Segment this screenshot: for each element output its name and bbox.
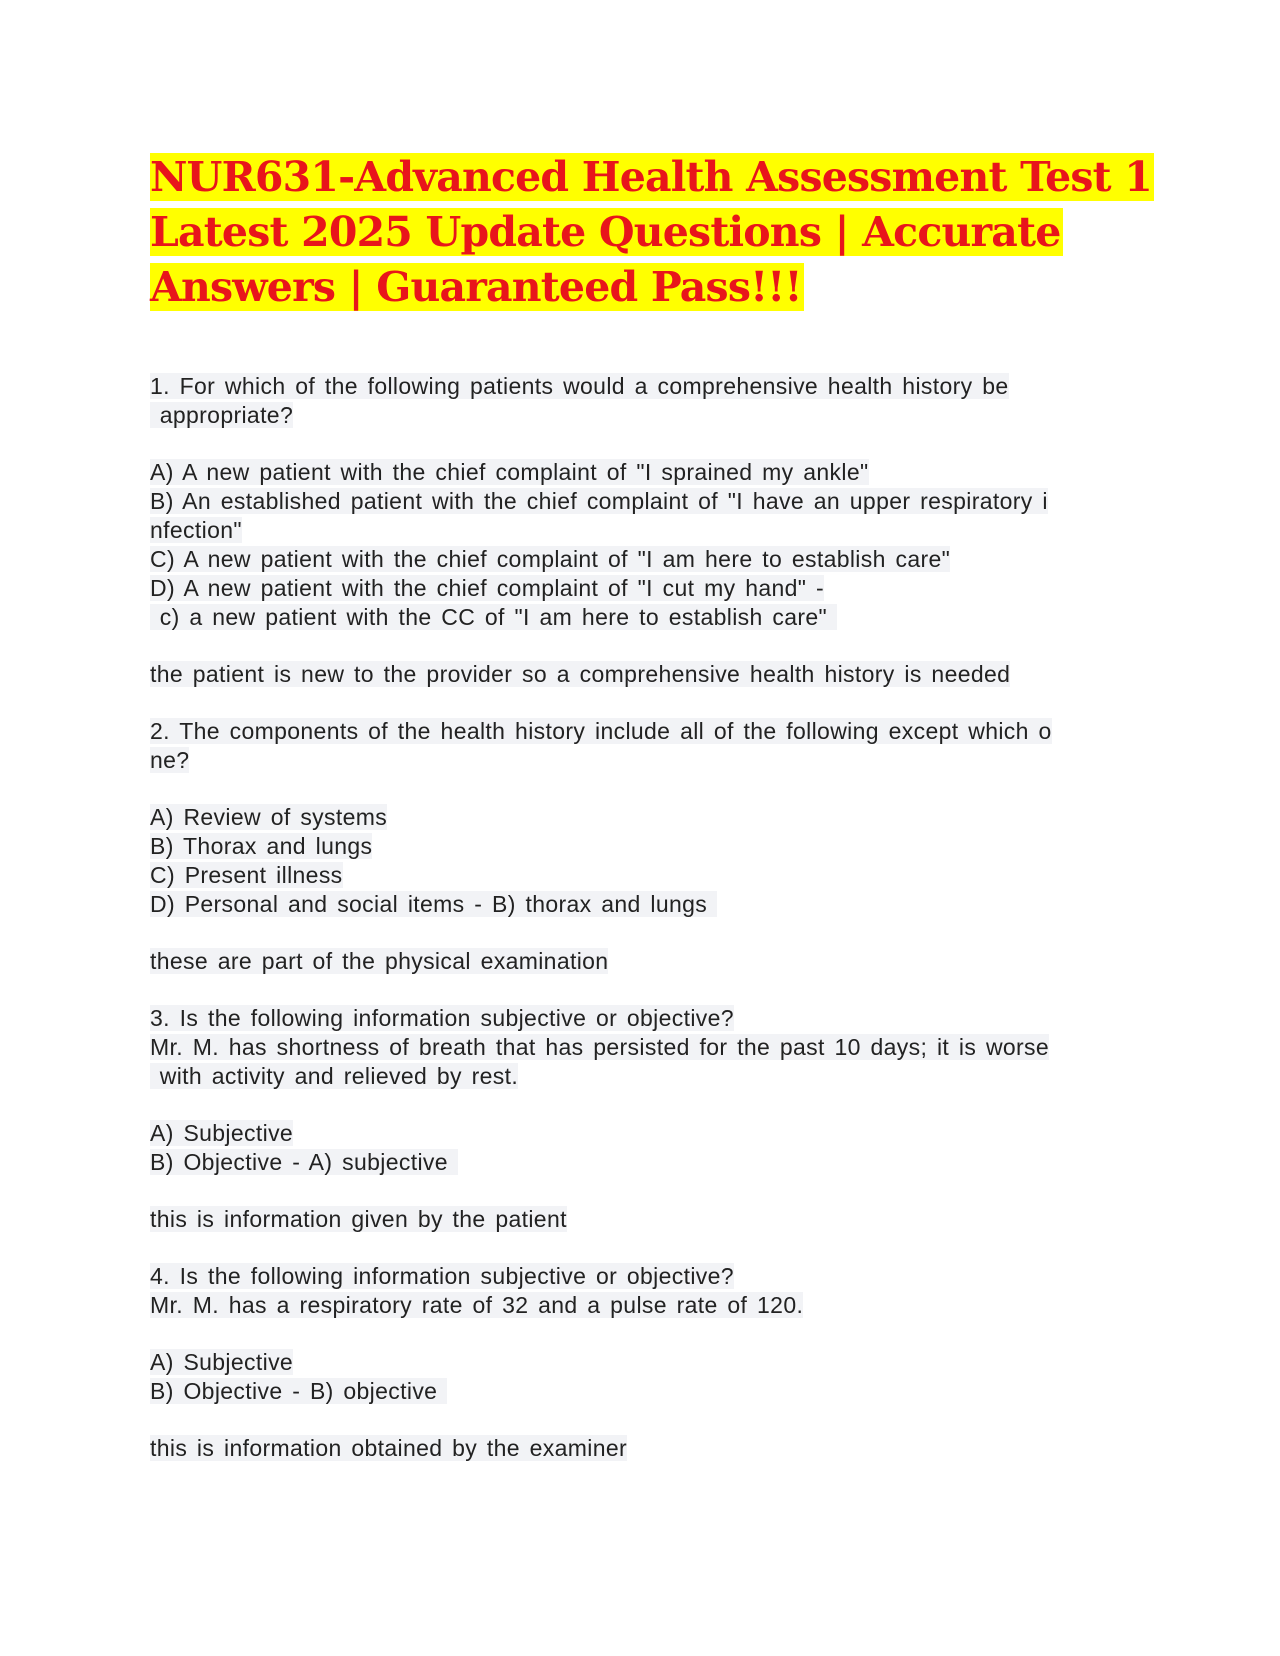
question-text-line: Mr. M. has a respiratory rate of 32 and a pulse rate of 120. <box>150 1292 804 1318</box>
question-1-options <box>150 458 1140 632</box>
question-text-line: 1. For which of the following patients would a comprehensive health history be <box>150 373 1009 399</box>
answer-line: B) Objective - B) objective <box>150 1378 448 1404</box>
option-line: D) A new patient with the chief complaint of "I cut my hand" - <box>150 575 825 601</box>
document-title <box>150 150 1150 315</box>
question-4-options <box>150 1348 1140 1406</box>
option-line: B) Thorax and lungs <box>150 833 373 859</box>
question-2 <box>150 717 1140 775</box>
answer-line: B) Objective - A) subjective <box>150 1149 458 1175</box>
question-1-rationale <box>150 660 1140 689</box>
question-text-line: appropriate? <box>150 402 294 428</box>
title-line: NUR631-Advanced Health Assessment Test 1 <box>150 153 1152 201</box>
rationale-line: the patient is new to the provider so a comprehensive health history is needed <box>150 661 1011 687</box>
answer-line: c) a new patient with the CC of "I am here to establish care" <box>150 604 837 630</box>
rationale-line: these are part of the physical examination <box>150 948 609 974</box>
question-2-rationale <box>150 947 1140 976</box>
question-text-line: ne? <box>150 747 190 773</box>
question-4 <box>150 1262 1140 1320</box>
question-text-line: Mr. M. has shortness of breath that has persisted for the past 10 days; it is worse <box>150 1034 1050 1060</box>
option-line: A) A new patient with the chief complaint of "I sprained my ankle" <box>150 459 869 485</box>
question-1 <box>150 372 1140 430</box>
question-text-line: 3. Is the following information subjective or objective? <box>150 1005 734 1031</box>
question-text-line: 2. The components of the health history include all of the following except which o <box>150 718 1052 744</box>
rationale-line: this is information obtained by the examiner <box>150 1435 628 1461</box>
question-text-line: with activity and relieved by rest. <box>150 1063 519 1089</box>
option-line: C) Present illness <box>150 862 343 888</box>
option-line: A) Review of systems <box>150 804 388 830</box>
question-3-rationale <box>150 1205 1140 1234</box>
question-4-rationale <box>150 1434 1140 1463</box>
question-text-line: 4. Is the following information subjective or objective? <box>150 1263 734 1289</box>
question-3 <box>150 1004 1140 1091</box>
answer-line: D) Personal and social items - B) thorax and lungs <box>150 891 717 917</box>
option-line: C) A new patient with the chief complaint of "I am here to establish care" <box>150 546 951 572</box>
title-line: Answers | Guaranteed Pass!!! <box>150 263 802 311</box>
question-3-options <box>150 1119 1140 1177</box>
title-line: Latest 2025 Update Questions | Accurate <box>150 208 1061 256</box>
option-line: A) Subjective <box>150 1349 294 1375</box>
document-body <box>150 372 1140 1491</box>
option-line: B) An established patient with the chief complaint of "I have an upper respiratory i <box>150 488 1048 514</box>
rationale-line: this is information given by the patient <box>150 1206 567 1232</box>
option-line: nfection" <box>150 517 242 543</box>
question-2-options <box>150 803 1140 919</box>
option-line: A) Subjective <box>150 1120 294 1146</box>
